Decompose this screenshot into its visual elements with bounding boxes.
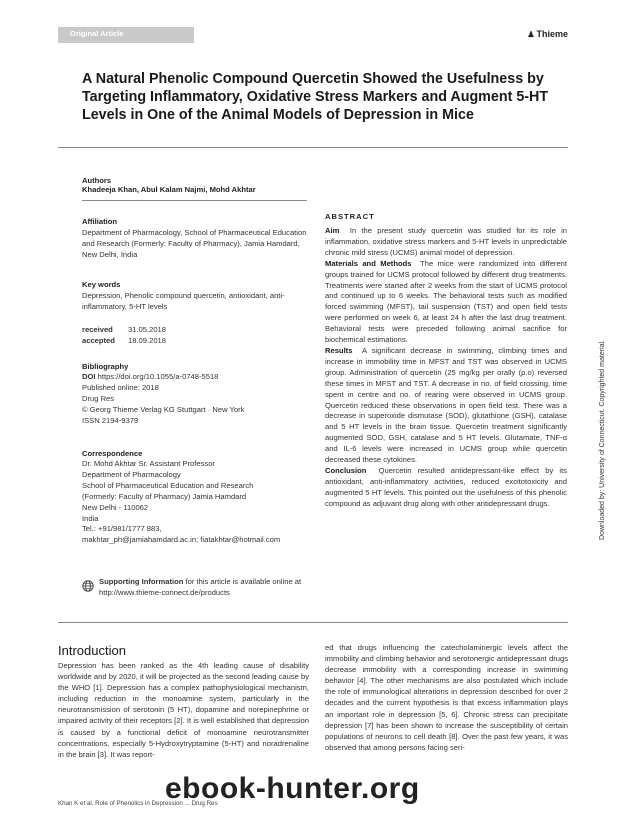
affiliation-text: Department of Pharmacology, School of Pharmaceutical Education and Research (Formerly: Faculty of Pharmacy), Jamia Hamdard, New Delhi, India <box>82 228 307 259</box>
correspondence-line: New Delhi - 110062 <box>82 502 149 512</box>
affiliation-block <box>82 217 307 261</box>
doi-label: DOI <box>82 372 96 381</box>
correspondence-block <box>82 449 307 546</box>
dates-block <box>82 325 307 347</box>
aim-label: Aim <box>325 226 340 235</box>
authors-divider <box>82 200 307 201</box>
side-note-text: Downloaded by: University of Connecticut. Copyrighted material. <box>599 340 606 540</box>
intro-heading: Introduction <box>58 643 126 658</box>
correspondence-line: Department of Pharmacology <box>82 469 181 479</box>
bibliography-heading: Bibliography <box>82 362 129 371</box>
correspondence-line: Dr. Mohd Akhtar Sr. Assistant Professor <box>82 459 215 468</box>
abstract-heading: ABSTRACT <box>325 212 375 221</box>
accepted-date: 18.09.2018 <box>128 335 167 345</box>
article-title: A Natural Phenolic Compound Quercetin Showed the Usefulness by Targeting Inflammatory, Oxidative Stress Markers and Augment 5-HT Levels in One of the Animal Models of Depression in Mice <box>82 71 549 124</box>
methods-label: Materials and Methods <box>325 258 412 268</box>
title-divider <box>58 147 568 148</box>
abstract-methods <box>325 259 567 346</box>
supporting-info-text[interactable]: for this article is available online at http://www.thieme-connect.de/products <box>99 577 302 597</box>
correspondence-line: School of Pharmaceutical Education and Research <box>82 480 254 490</box>
supporting-info <box>99 577 311 599</box>
accepted-label: accepted <box>82 335 115 345</box>
keywords-heading: Key words <box>82 280 121 289</box>
intro-column-2: ed that drugs influencing the catecholaminergic levels affect the immobility and climbing behavior and serotonergic antidepressant drugs decrease immobility with a corresponding increase in swimming behavior [4]. The other mechanisms are also postulated which include the role of immunological alterations in depression described for over 2 decades and the current hypothesis is that excess inflammation plays an important role in depression [5, 6]. Chronic stress can precipitate depression [7] has been shown to increase the susceptibility of certain populations of neurons to cell death [8]. Over the past few years, it was observed that among persons facing seri- <box>325 643 568 752</box>
affiliation-heading: Affiliation <box>82 217 118 226</box>
section-divider <box>58 622 568 623</box>
correspondence-email[interactable]: makhtar_ph@jamiahamdard.ac.in; fiatakhtar@hotmail.com <box>82 535 281 545</box>
intro-column-1: Depression has been ranked as the 4th leading cause of disability worldwide and by 2020, it will be projected as the second leading cause by the WHO [1]. Depression has a complex pathophysiological mechanism, including reduction in the monoamine system, particularly in the neurotransmission of serotonin (5 HT), dopamine and norepinephrine or impaired activity of their receptors [2]. It is well established that depression is caused by a functional deficit of monoamine neurotransmitter concentrations, especially 5-Hydroxytryptamine (5-HT) and noradrenaline in the brain [3]. It was report- <box>58 661 309 759</box>
watermark: ebook-hunter.org <box>165 772 420 805</box>
correspondence-line: (Formerly: Faculty of Pharmacy) Jamia Hamdard <box>82 491 247 501</box>
correspondence-heading: Correspondence <box>82 449 143 458</box>
bibliography-block <box>82 362 307 427</box>
published-date: Published online: 2018 <box>82 382 159 392</box>
download-side-note <box>599 240 613 640</box>
journal-name: Drug Res <box>82 393 115 403</box>
correspondence-line: Tel.: +91/981/1777 883, <box>82 524 162 534</box>
correspondence-line: India <box>82 513 99 523</box>
abstract-aim <box>325 226 567 259</box>
abstract <box>325 212 567 510</box>
authors-heading: Authors <box>82 176 112 185</box>
publisher-logo <box>527 29 568 39</box>
aim-text: In the present study quercetin was studied for its role in inflammation, oxidative stress markers and 5-HT levels in unpredictable chronic mild stress (UCMS) animal model of depression. <box>325 226 567 257</box>
article-type-badge <box>58 27 194 43</box>
conclusion-label: Conclusion <box>325 465 367 475</box>
results-text: A significant decrease in swimming, climbing times and increase in immobility time in MFST and TST was observed in UCMS group. Administration of quercetin (25 mg/kg per orally (p.o) reversed these times in MFST and TST. A decrease in no. of field crossing, time spent in centre and no. of rearing were observed in UCMS group. Quercetin reduced these observations in open field test. There was a decrease in superoxide dismutase (SOD), glutathione (GSH), catalase and 5 HT levels in the brain tissue. Quercetin treatment significantly augmented SOD, GSH, catalase and 5 HT levels. Glutamate, TNF-α and IL-6 levels were increased in UCMS group while quercetin decreased these cytokines. <box>325 345 567 465</box>
keywords-text: Depression, Phenolic compound quercetin, antioxidant, anti-inflammatory, 5-HT levels <box>82 291 285 311</box>
conclusion-text: Quercetin resulted antidepressant-like effect by its antioxidant, anti-inflammatory activities, reduced excitotoxicity and augmented 5 HT levels. This pointed out the usefulness of this phenolic compound as adjuvant drug along with other antidepressant drugs. <box>325 465 567 508</box>
authors-block <box>82 176 307 196</box>
thieme-logo-icon: ♟ <box>527 30 535 39</box>
publisher-name: Thieme <box>536 29 568 39</box>
methods-text: The mice were randomized into different groups trained for UCMS protocol followed by different drug treatments. Treatments were started after 2 weeks from the start of UCMS protocol and continued up to 6 weeks. The behavioral tests such as modified forced swimming (MFST), tail suspension (TST) and open field tests were performed on week 6, at least 24 h after the last drug treatment. Behavioral tests were preceded following animal sacrifice for biochemical estimations. <box>325 258 567 345</box>
article-type-label: Original Article <box>70 29 124 38</box>
page-footer: Khan K et al. Role of Phenolics in Depression ... Drug Res <box>58 800 218 807</box>
abstract-conclusion <box>325 466 567 510</box>
copyright-line: © Georg Thieme Verlag KG Stuttgart · New York <box>82 404 245 414</box>
authors-names: Khadeeja Khan, Abul Kalam Najmi, Mohd Akhtar <box>82 185 256 194</box>
abstract-results <box>325 346 567 466</box>
globe-icon <box>82 580 94 592</box>
keywords-block <box>82 280 307 313</box>
received-date: 31.05.2018 <box>128 325 167 334</box>
doi-link[interactable]: https://doi.org/10.1055/a-0748-5518 <box>97 372 219 381</box>
issn-line: ISSN 2194-9379 <box>82 415 139 425</box>
received-label: received <box>82 325 113 334</box>
supporting-info-label: Supporting Information <box>99 577 184 586</box>
results-label: Results <box>325 345 353 355</box>
